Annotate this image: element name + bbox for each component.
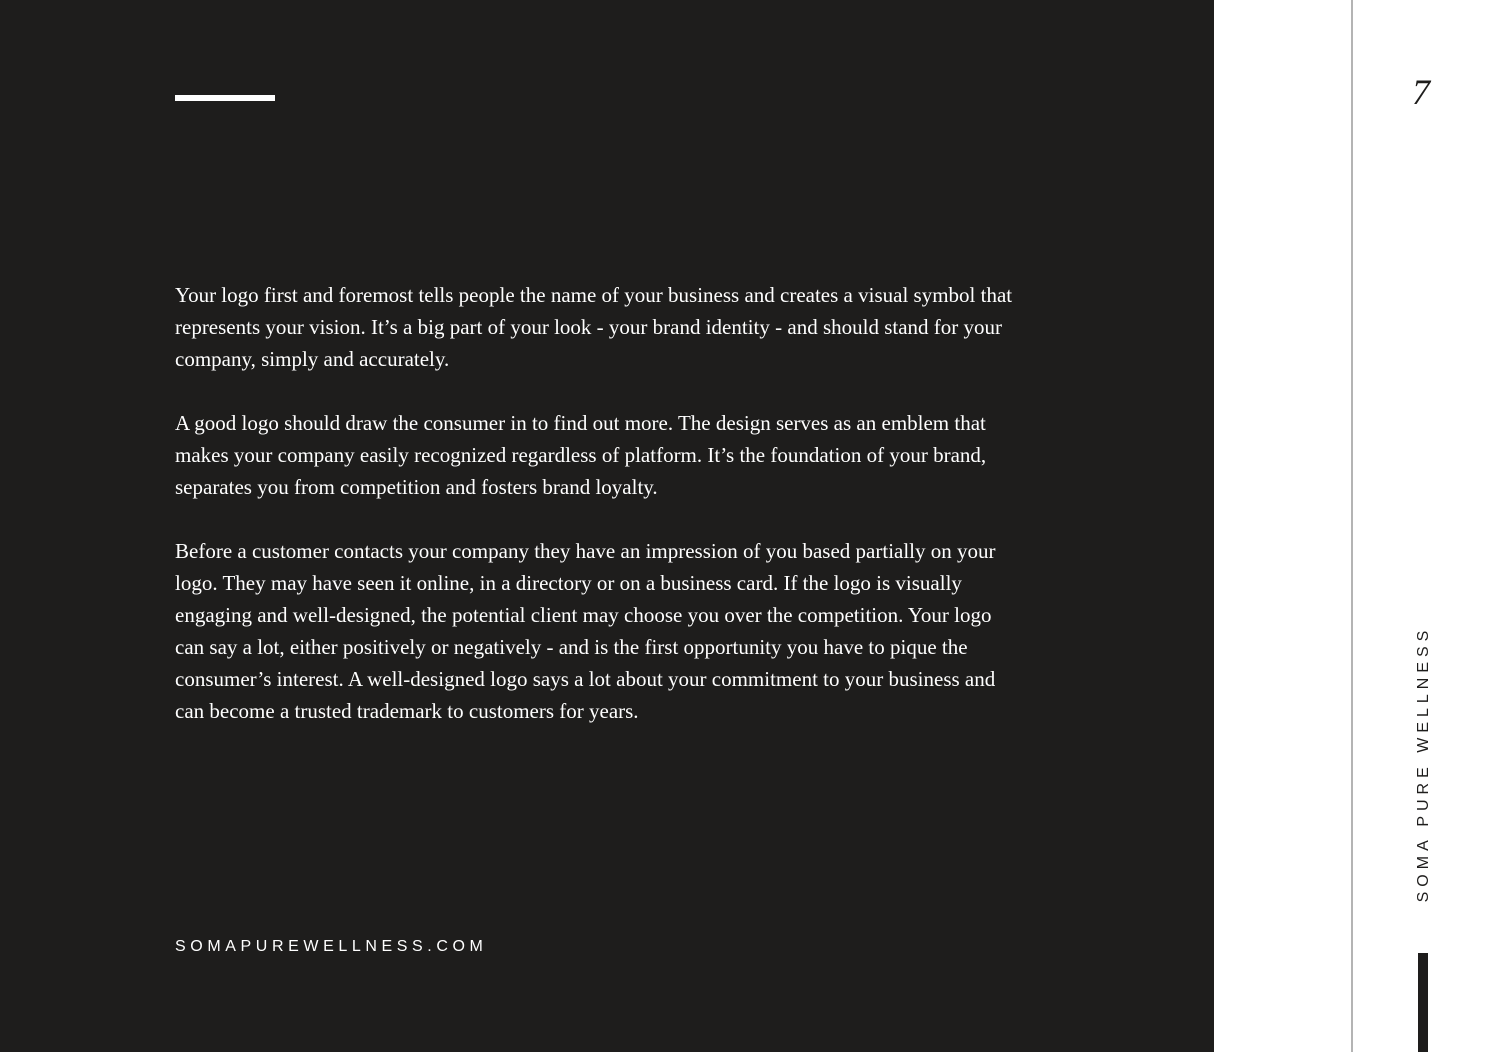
- brand-name-vertical: SOMA PURE WELLNESS: [1415, 625, 1432, 903]
- website-url: SOMAPUREWELLNESS.COM: [175, 938, 488, 955]
- paragraph-good-logo: A good logo should draw the consumer in to find out more. The design serves as an emblem that makes your company easily recognized regardless of platform. It’s the foundation of your brand, separates you from competition and fosters brand loyalty.: [175, 411, 987, 499]
- body-copy: [175, 279, 1025, 759]
- paragraph-first-impression: Before a customer contacts your company they have an impression of you based partially on your logo. They may have seen it online, in a directory or on a business card. If the logo is visually engaging and well-designed, the potential client may choose you over the competition. Your logo can say a lot, either positively or negatively - and is the first opportunity you have to pique the consumer’s interest. A well-designed logo says a lot about your commitment to your business and can become a trusted trademark to customers for years.: [175, 539, 996, 723]
- paragraph-logo-purpose: Your logo first and foremost tells people the name of your business and creates a visual symbol that represents your vision. It’s a big part of your look - your brand identity - and should stand for your company, simply and accurately.: [175, 283, 1013, 371]
- accent-rule: [175, 95, 275, 101]
- page-number: 7: [1412, 72, 1430, 112]
- side-divider: [1351, 0, 1353, 1052]
- side-accent-bar: [1418, 953, 1428, 1052]
